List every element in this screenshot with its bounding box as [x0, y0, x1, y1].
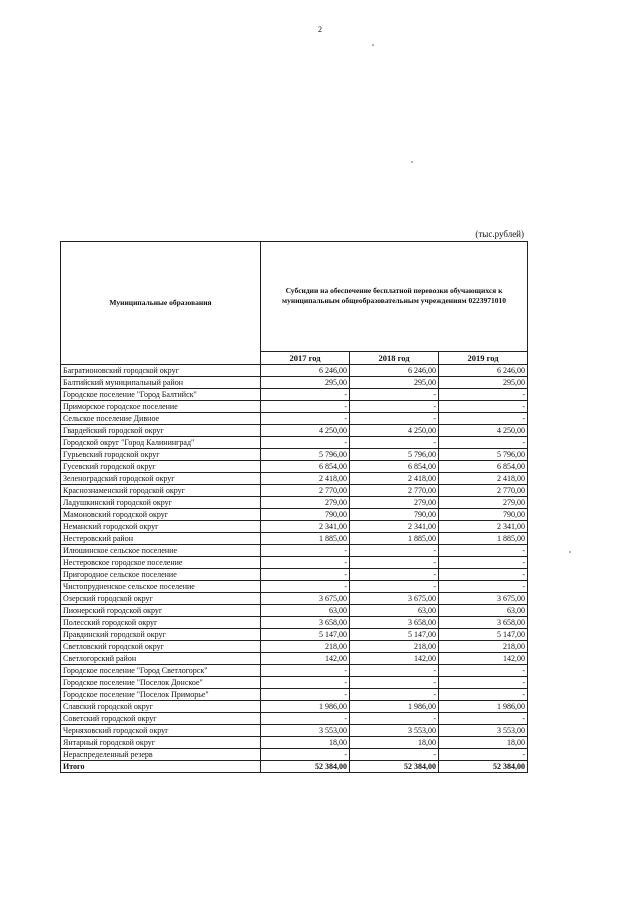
municipality-name: Приморское городское поселение: [61, 401, 261, 413]
subsidy-value-2019: -: [439, 749, 528, 761]
subsidy-value-2017: -: [261, 389, 350, 401]
subsidy-value-2017: 5 147,00: [261, 629, 350, 641]
municipality-name: Гурьевский городской округ: [61, 449, 261, 461]
municipality-name: Зеленоградский городской округ: [61, 473, 261, 485]
subsidy-value-2019: 790,00: [439, 509, 528, 521]
subsidy-value-2018: 1 986,00: [350, 701, 439, 713]
table-row: [61, 461, 528, 473]
subsidy-value-2017: -: [261, 545, 350, 557]
subsidy-value-2019: -: [439, 437, 528, 449]
subsidy-value-2018: 63,00: [350, 605, 439, 617]
municipality-name: Нестеровское городское поселение: [61, 557, 261, 569]
table-row: [61, 389, 528, 401]
municipality-name: Городское поселение "Поселок Приморье": [61, 689, 261, 701]
subsidy-value-2019: -: [439, 557, 528, 569]
subsidy-value-2019: 4 250,00: [439, 425, 528, 437]
subsidy-value-2017: -: [261, 569, 350, 581]
municipality-name: Гвардейский городской округ: [61, 425, 261, 437]
municipality-name: Городское поселение "Город Светлогорск": [61, 665, 261, 677]
subsidy-value-2017: -: [261, 665, 350, 677]
subsidy-value-2019: -: [439, 581, 528, 593]
subsidy-value-2019: 1 986,00: [439, 701, 528, 713]
subsidy-value-2017: -: [261, 401, 350, 413]
subsidy-value-2019: 6 246,00: [439, 365, 528, 377]
total-value-2018: 52 384,00: [350, 761, 439, 773]
subsidy-value-2019: -: [439, 413, 528, 425]
subsidy-value-2019: -: [439, 689, 528, 701]
municipality-name: Сельское поселение Дивное: [61, 413, 261, 425]
total-row: [61, 761, 528, 773]
subsidy-value-2019: 6 854,00: [439, 461, 528, 473]
subsidy-value-2017: 5 796,00: [261, 449, 350, 461]
subsidy-value-2018: 3 658,00: [350, 617, 439, 629]
municipality-name: Пригородное сельское поселение: [61, 569, 261, 581]
subsidy-value-2018: -: [350, 437, 439, 449]
subsidy-value-2017: 3 658,00: [261, 617, 350, 629]
subsidy-value-2019: 218,00: [439, 641, 528, 653]
subsidy-value-2019: 279,00: [439, 497, 528, 509]
subsidy-value-2017: 295,00: [261, 377, 350, 389]
subsidy-value-2019: 3 553,00: [439, 725, 528, 737]
subsidy-value-2017: 279,00: [261, 497, 350, 509]
subsidy-value-2019: -: [439, 665, 528, 677]
subsidy-value-2019: 2 770,00: [439, 485, 528, 497]
municipality-name: Черняховский городской округ: [61, 725, 261, 737]
municipality-name: Советский городской округ: [61, 713, 261, 725]
page-number: 2: [318, 25, 322, 34]
subsidy-value-2018: 6 246,00: [350, 365, 439, 377]
subsidy-value-2019: -: [439, 713, 528, 725]
subsidy-table: [60, 241, 528, 773]
subsidy-value-2017: 3 553,00: [261, 725, 350, 737]
subsidy-value-2019: 63,00: [439, 605, 528, 617]
subsidy-value-2017: 18,00: [261, 737, 350, 749]
total-value-2019: 52 384,00: [439, 761, 528, 773]
subsidy-value-2017: -: [261, 713, 350, 725]
table-row: [61, 497, 528, 509]
table-row: [61, 473, 528, 485]
subsidy-value-2017: -: [261, 437, 350, 449]
subsidy-value-2018: 218,00: [350, 641, 439, 653]
municipality-name: Городской округ "Город Калининград": [61, 437, 261, 449]
municipality-name: Краснознаменский городской округ: [61, 485, 261, 497]
subsidy-value-2018: -: [350, 545, 439, 557]
table-row: [61, 581, 528, 593]
total-label: Итого: [61, 761, 261, 773]
subsidy-value-2018: -: [350, 413, 439, 425]
subsidy-value-2019: 1 885,00: [439, 533, 528, 545]
subsidy-value-2017: 6 246,00: [261, 365, 350, 377]
subsidy-value-2018: -: [350, 677, 439, 689]
table-row: [61, 377, 528, 389]
scan-speck: [569, 551, 571, 553]
subsidy-value-2018: -: [350, 689, 439, 701]
subsidy-value-2019: -: [439, 401, 528, 413]
header-year-2018: 2018 год: [350, 351, 439, 364]
subsidy-value-2017: -: [261, 689, 350, 701]
table-row: [61, 413, 528, 425]
table-row: [61, 725, 528, 737]
subsidy-value-2018: 18,00: [350, 737, 439, 749]
subsidy-value-2019: 5 147,00: [439, 629, 528, 641]
subsidy-value-2017: 1 885,00: [261, 533, 350, 545]
subsidy-value-2017: -: [261, 749, 350, 761]
subsidy-value-2017: 3 675,00: [261, 593, 350, 605]
subsidy-value-2018: -: [350, 581, 439, 593]
table-row: [61, 545, 528, 557]
table-row: [61, 437, 528, 449]
subsidy-value-2019: -: [439, 389, 528, 401]
municipality-name: Багратионовский городской округ: [61, 365, 261, 377]
municipality-name: Ладушкинский городской округ: [61, 497, 261, 509]
table-row: [61, 617, 528, 629]
municipality-name: Балтийский муниципальный район: [61, 377, 261, 389]
subsidy-value-2018: 295,00: [350, 377, 439, 389]
table-header-row: [61, 242, 528, 352]
municipality-name: Гусевский городской округ: [61, 461, 261, 473]
header-subsidy: Субсидии на обеспечение бесплатной перевозки обучающихся к муниципальным общеобразовательным учреждениям 0223971010: [261, 242, 528, 352]
municipality-name: Правдинский городской округ: [61, 629, 261, 641]
subsidy-value-2017: 142,00: [261, 653, 350, 665]
table-row: [61, 557, 528, 569]
table-row: [61, 509, 528, 521]
municipality-name: Полесский городской округ: [61, 617, 261, 629]
municipality-name: Пионерский городской округ: [61, 605, 261, 617]
subsidy-value-2017: 790,00: [261, 509, 350, 521]
table-row: [61, 365, 528, 377]
subsidy-value-2018: 1 885,00: [350, 533, 439, 545]
subsidy-value-2019: 18,00: [439, 737, 528, 749]
subsidy-value-2017: -: [261, 677, 350, 689]
subsidy-value-2018: 279,00: [350, 497, 439, 509]
table-row: [61, 653, 528, 665]
subsidy-value-2018: 4 250,00: [350, 425, 439, 437]
subsidy-value-2017: 4 250,00: [261, 425, 350, 437]
header-year-2017: 2017 год: [261, 351, 350, 364]
subsidy-value-2018: 790,00: [350, 509, 439, 521]
table-row: [61, 425, 528, 437]
subsidy-value-2018: 6 854,00: [350, 461, 439, 473]
municipality-name: Славский городской округ: [61, 701, 261, 713]
subsidy-value-2018: 3 553,00: [350, 725, 439, 737]
table-row: [61, 629, 528, 641]
table-row: [61, 713, 528, 725]
table-row: [61, 485, 528, 497]
municipality-name: Неманский городской округ: [61, 521, 261, 533]
table-row: [61, 749, 528, 761]
municipality-name: Нераспределенный резерв: [61, 749, 261, 761]
total-value-2017: 52 384,00: [261, 761, 350, 773]
subsidy-value-2018: -: [350, 749, 439, 761]
subsidy-value-2017: 2 341,00: [261, 521, 350, 533]
subsidy-value-2018: 142,00: [350, 653, 439, 665]
subsidy-value-2019: -: [439, 569, 528, 581]
municipality-name: Светлогорский район: [61, 653, 261, 665]
municipality-name: Городское поселение "Поселок Донское": [61, 677, 261, 689]
municipality-name: Нестеровский район: [61, 533, 261, 545]
table-row: [61, 521, 528, 533]
municipality-name: Городское поселение "Город Балтийск": [61, 389, 261, 401]
subsidy-value-2019: 2 341,00: [439, 521, 528, 533]
subsidy-value-2018: 5 147,00: [350, 629, 439, 641]
subsidy-value-2018: -: [350, 665, 439, 677]
subsidy-value-2019: 5 796,00: [439, 449, 528, 461]
subsidy-value-2017: -: [261, 557, 350, 569]
table-row: [61, 701, 528, 713]
subsidy-value-2018: -: [350, 713, 439, 725]
subsidy-value-2018: 3 675,00: [350, 593, 439, 605]
table-row: [61, 677, 528, 689]
subsidy-value-2017: 6 854,00: [261, 461, 350, 473]
subsidy-value-2018: -: [350, 557, 439, 569]
subsidy-value-2017: 2 418,00: [261, 473, 350, 485]
subsidy-value-2018: 2 770,00: [350, 485, 439, 497]
subsidy-value-2017: 2 770,00: [261, 485, 350, 497]
table-row: [61, 689, 528, 701]
subsidy-value-2017: -: [261, 413, 350, 425]
scan-speck: [411, 161, 413, 163]
table-row: [61, 665, 528, 677]
table-row: [61, 569, 528, 581]
table-row: [61, 533, 528, 545]
table-row: [61, 605, 528, 617]
municipality-name: Светловский городской округ: [61, 641, 261, 653]
subsidy-value-2018: -: [350, 389, 439, 401]
subsidy-value-2019: 3 658,00: [439, 617, 528, 629]
municipality-name: Янтарный городской округ: [61, 737, 261, 749]
table-row: [61, 641, 528, 653]
table-row: [61, 737, 528, 749]
municipality-name: Озерский городской округ: [61, 593, 261, 605]
subsidy-value-2018: -: [350, 569, 439, 581]
scan-speck: [372, 44, 374, 46]
subsidy-value-2019: -: [439, 545, 528, 557]
subsidy-value-2017: 1 986,00: [261, 701, 350, 713]
subsidy-value-2018: 2 341,00: [350, 521, 439, 533]
table-row: [61, 449, 528, 461]
subsidy-value-2018: -: [350, 401, 439, 413]
header-year-2019: 2019 год: [439, 351, 528, 364]
subsidy-value-2017: 63,00: [261, 605, 350, 617]
subsidy-value-2017: -: [261, 581, 350, 593]
subsidy-value-2019: -: [439, 677, 528, 689]
header-municipalities: Муниципальные образования: [61, 242, 261, 365]
subsidy-value-2018: 2 418,00: [350, 473, 439, 485]
units-note: (тыс.рублей): [475, 229, 524, 239]
subsidy-value-2017: 218,00: [261, 641, 350, 653]
subsidy-value-2019: 3 675,00: [439, 593, 528, 605]
subsidy-value-2019: 2 418,00: [439, 473, 528, 485]
municipality-name: Чистопрудненское сельское поселение: [61, 581, 261, 593]
subsidy-value-2019: 295,00: [439, 377, 528, 389]
table-row: [61, 401, 528, 413]
municipality-name: Мамоновский городской округ: [61, 509, 261, 521]
municipality-name: Илюшинское сельское поселение: [61, 545, 261, 557]
subsidy-value-2019: 142,00: [439, 653, 528, 665]
table-row: [61, 593, 528, 605]
subsidy-value-2018: 5 796,00: [350, 449, 439, 461]
